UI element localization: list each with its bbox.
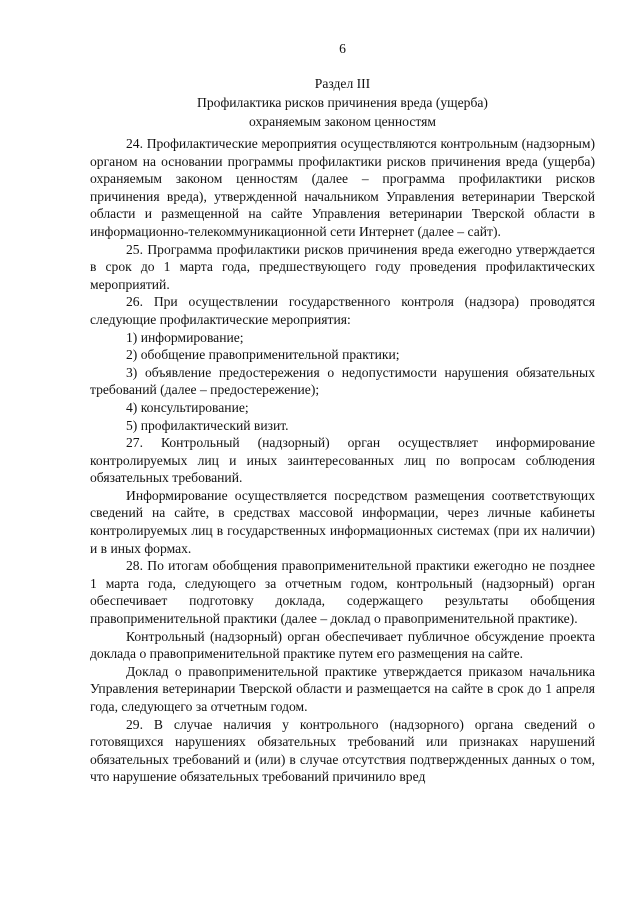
section-subtitle-line-2: охраняемым законом ценностям [249, 114, 436, 129]
page-number: 6 [339, 41, 346, 56]
paragraph-28-discussion: Контрольный (надзорный) орган обеспечивает публичное обсуждение проекта доклада о правоприменительной практике путем его размещения на сайте. [90, 628, 595, 662]
paragraph-24: 24. Профилактические мероприятия осуществляются контрольным (надзорным) органом на основании программы профилактики рисков причинения вреда (ущерба) охраняемым законом ценностям (далее – программа профилактики рисков причинения вреда), утвержденной начальником Управления ветеринарии Тверской области и размещенной на сайте Управления ветеринарии Тверской области в информационно-телекоммуникационной сети Интернет (далее – сайт). [90, 136, 595, 239]
document-page [90, 0, 595, 905]
section-heading [90, 74, 595, 131]
section-subtitle-line-1: Профилактика рисков причинения вреда (ущерба) [197, 95, 488, 110]
list-item-4: 4) консультирование; [126, 399, 249, 415]
section-body [90, 135, 595, 786]
section-title: Раздел III [314, 76, 371, 91]
list-item-3: 3) объявление предостережения о недопустимости нарушения обязательных требований (далее – предостережение); [90, 364, 595, 398]
paragraph-28: 28. По итогам обобщения правоприменительной практики ежегодно не позднее 1 марта года, следующего за отчетным годом, контрольный (надзорный) орган обеспечивает подготовку доклада, содержащего результаты обобщения правоприменительной практики (далее – доклад о правоприменительной практике). [90, 558, 595, 627]
paragraph-27: 27. Контрольный (надзорный) орган осуществляет информирование контролируемых лиц и иных заинтересованных лиц по вопросам соблюдения обязательных требований. [90, 435, 595, 486]
paragraph-29: 29. В случае наличия у контрольного (надзорного) органа сведений о готовящихся нарушениях обязательных требований или признаках нарушений обязательных требований и (или) в случае отсутствия подтвержденных данных о том, что нарушение обязательных требований причинило вред [90, 716, 595, 785]
list-item-5: 5) профилактический визит. [126, 417, 289, 433]
paragraph-28-approval: Доклад о правоприменительной практике утверждается приказом начальника Управления ветеринарии Тверской области и размещается на сайте в срок до 1 апреля года, следующего за отчетным годом. [90, 663, 595, 714]
list-item-2: 2) обобщение правоприменительной практики; [126, 347, 400, 363]
paragraph-25: 25. Программа профилактики рисков причинения вреда ежегодно утверждается в срок до 1 марта года, предшествующего году проведения профилактических мероприятий. [90, 241, 595, 292]
list-item-1: 1) информирование; [126, 329, 244, 345]
paragraph-27-informing: Информирование осуществляется посредством размещения соответствующих сведений на сайте, в средствах массовой информации, через личные кабинеты контролируемых лиц в государственных информационных системах (при их наличии) и в иных формах. [90, 487, 595, 556]
paragraph-26: 26. При осуществлении государственного контроля (надзора) проводятся следующие профилактические мероприятия: [90, 294, 595, 327]
